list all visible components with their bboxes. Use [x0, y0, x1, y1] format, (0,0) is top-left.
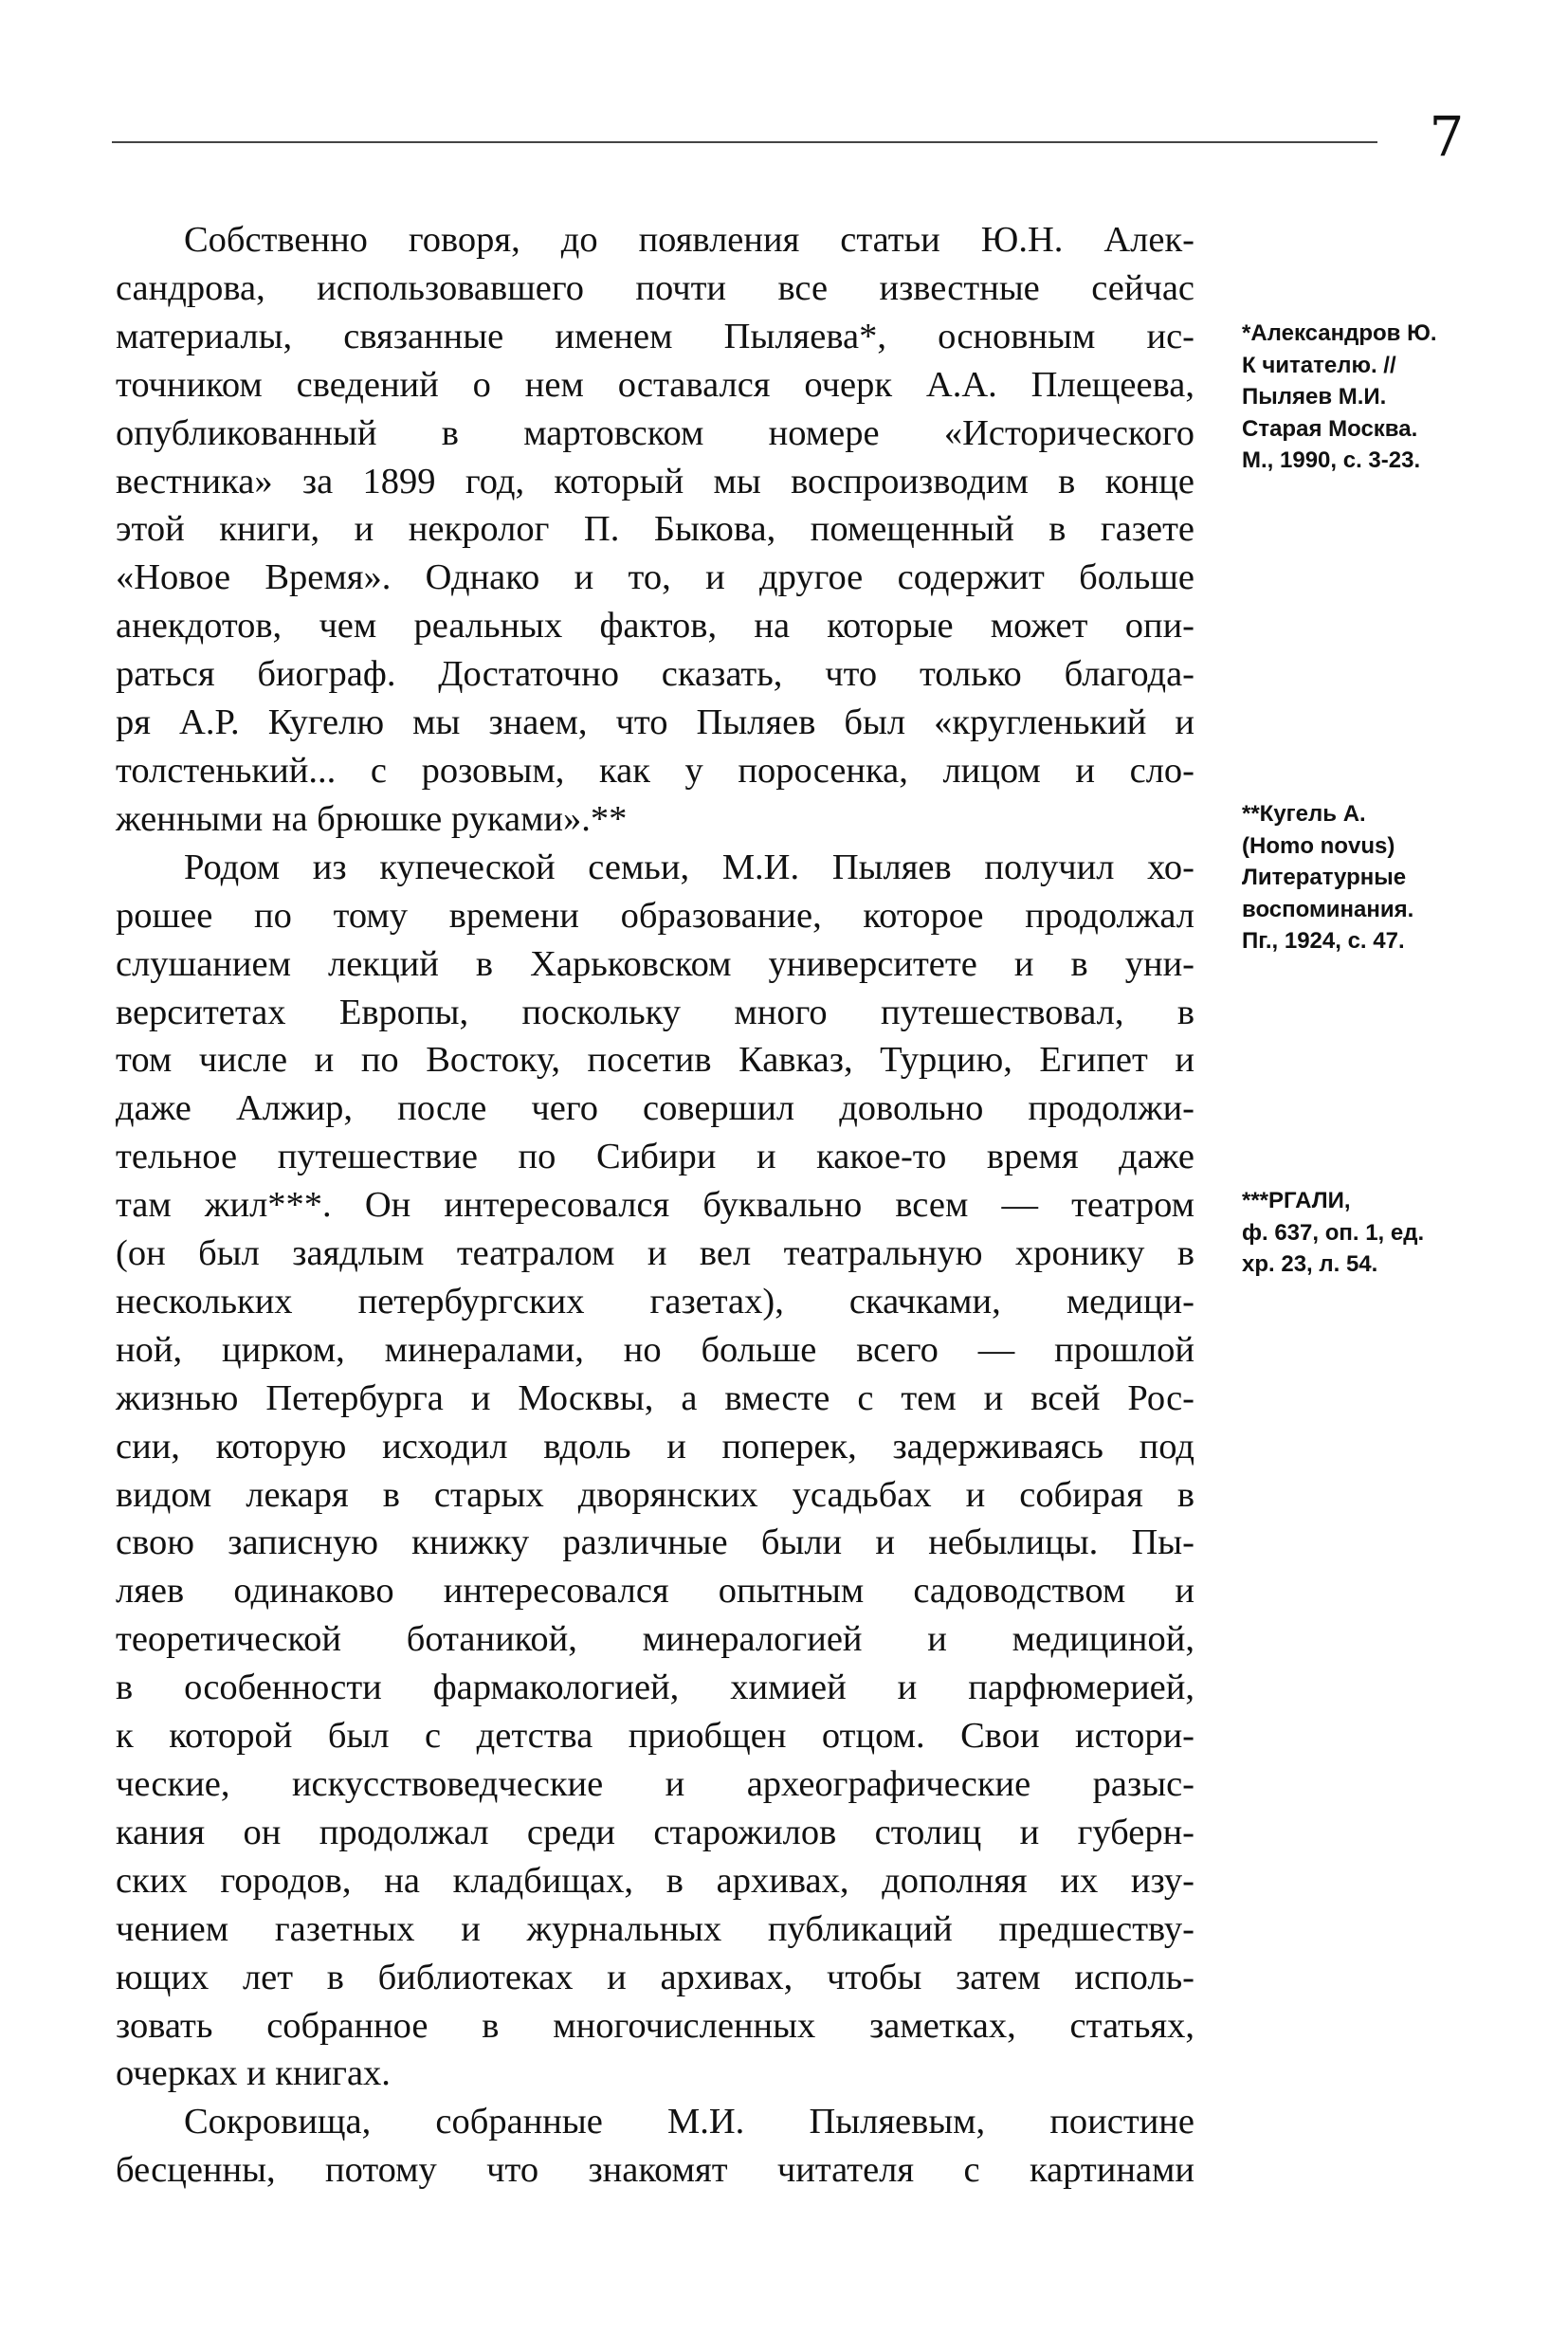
header-rule	[112, 141, 1377, 143]
text-line: опубликованный в мартовском номере «Исторического	[116, 412, 1194, 453]
text-line: теоретической ботаникой, минералогией и медициной,	[116, 1619, 1194, 1660]
text-line: слушанием лекций в Харьковском университете и в уни-	[116, 943, 1194, 984]
text-line: материалы, связанные именем Пыляева*, основным ис-	[116, 316, 1194, 356]
text-line: сандрова, использовавшего почти все известные сейчас	[116, 267, 1194, 308]
text-line: женными на брюшке руками».**	[116, 798, 628, 839]
text-line: раться биограф. Достаточно сказать, что только благода-	[116, 654, 1194, 695]
text-line: видом лекаря в старых дворянских усадьбах и собирая в	[116, 1474, 1194, 1515]
text-line: Родом из купеческой семьи, М.И. Пыляев получил хо-	[184, 847, 1194, 887]
text-line: ческие, искусствоведческие и археографические разыс-	[116, 1764, 1194, 1804]
sidenote-line: воспоминания.	[1242, 896, 1414, 922]
text-line: «Новое Время». Однако и то, и другое содержит больше	[116, 557, 1194, 598]
text-line: жизнью Петербурга и Москвы, а вместе с тем и всей Рос-	[116, 1377, 1194, 1418]
text-line: сии, которую исходил вдоль и поперек, задерживаясь под	[116, 1426, 1194, 1467]
paragraph	[116, 2098, 1194, 2195]
text-line: точником сведений о нем оставался очерк А.А. Плещеева,	[116, 364, 1194, 405]
text-line: зовать собранное в многочисленных заметках, статьях,	[116, 2005, 1194, 2046]
paragraph	[116, 216, 1194, 844]
main-text	[116, 216, 1194, 2195]
text-line: чением газетных и журнальных публикаций предшеству-	[116, 1908, 1194, 1949]
text-line: даже Алжир, после чего совершил довольно продолжи-	[116, 1088, 1194, 1129]
text-line: Собственно говоря, до появления статьи Ю.Н. Алек-	[184, 220, 1194, 260]
text-line: ющих лет в библиотеках и архивах, чтобы затем исполь-	[116, 1957, 1194, 1997]
sidenote-3	[1242, 1185, 1526, 1281]
text-line: вестника» за 1899 год, который мы воспроизводим в конце	[116, 461, 1194, 501]
text-line: ря А.Р. Кугелю мы знаем, что Пыляев был «кругленький и	[116, 702, 1194, 743]
text-line: (он был заядлым театралом и вел театральную хронику в	[116, 1233, 1194, 1274]
sidenote-line: Пг., 1924, с. 47.	[1242, 928, 1405, 954]
text-line: этой книги, и некролог П. Быкова, помещенный в газете	[116, 509, 1194, 550]
sidenote-line: Старая Москва.	[1242, 415, 1418, 442]
sidenote-line: *Александров Ю.	[1242, 320, 1437, 346]
text-line: ских городов, на кладбищах, в архивах, дополняя их изу-	[116, 1860, 1194, 1901]
text-line: анекдотов, чем реальных фактов, на которые может опи-	[116, 606, 1194, 647]
text-line: ляев одинаково интересовался опытным садоводством и	[116, 1571, 1194, 1612]
text-line: толстенький... с розовым, как у поросенка, лицом и сло-	[116, 750, 1194, 791]
text-line: ной, цирком, минералами, но больше всего — прошлой	[116, 1329, 1194, 1370]
sidenote-line: Литературные	[1242, 865, 1407, 890]
text-line: кания он продолжал среди старожилов столиц и губерн-	[116, 1812, 1194, 1852]
text-line: Сокровища, собранные М.И. Пыляевым, поистине	[184, 2102, 1194, 2142]
text-line: рошее по тому времени образование, которое продолжал	[116, 895, 1194, 936]
text-line: там жил***. Он интересовался буквально всем — театром	[116, 1185, 1194, 1226]
page-number: 7	[1429, 104, 1465, 169]
paragraph	[116, 844, 1194, 2099]
sidenote-line: Пыляев М.И.	[1242, 384, 1387, 410]
sidenote-line: М., 1990, с. 3-23.	[1242, 447, 1421, 473]
sidenote-2	[1242, 798, 1526, 957]
text-line: в особенности фармакологией, химией и парфюмерией,	[116, 1668, 1194, 1708]
text-line: том числе и по Востоку, посетив Кавказ, Турцию, Египет и	[116, 1040, 1194, 1081]
sidenote-line: ф. 637, оп. 1, ед.	[1242, 1219, 1425, 1246]
sidenote-line: (Homo novus)	[1242, 832, 1395, 859]
text-line: очерках и книгах.	[116, 2053, 391, 2094]
text-line: к которой был с детства приобщен отцом. Свои истори-	[116, 1716, 1194, 1757]
sidenote-line: К читателю. //	[1242, 352, 1396, 378]
text-line: бесценны, потому что знакомят читателя с картинами	[116, 2150, 1194, 2191]
sidenote-line: **Кугель А.	[1242, 801, 1366, 827]
sidenote-line: хр. 23, л. 54.	[1242, 1251, 1378, 1277]
sidenote-line: ***РГАЛИ,	[1242, 1188, 1351, 1213]
text-line: верситетах Европы, поскольку много путешествовал, в	[116, 992, 1194, 1032]
text-line: нескольких петербургских газетах), скачками, медици-	[116, 1281, 1194, 1321]
text-line: тельное путешествие по Сибири и какое-то время даже	[116, 1137, 1194, 1177]
sidenote-1	[1242, 318, 1526, 477]
text-line: свою записную книжку различные были и небылицы. Пы-	[116, 1522, 1194, 1563]
